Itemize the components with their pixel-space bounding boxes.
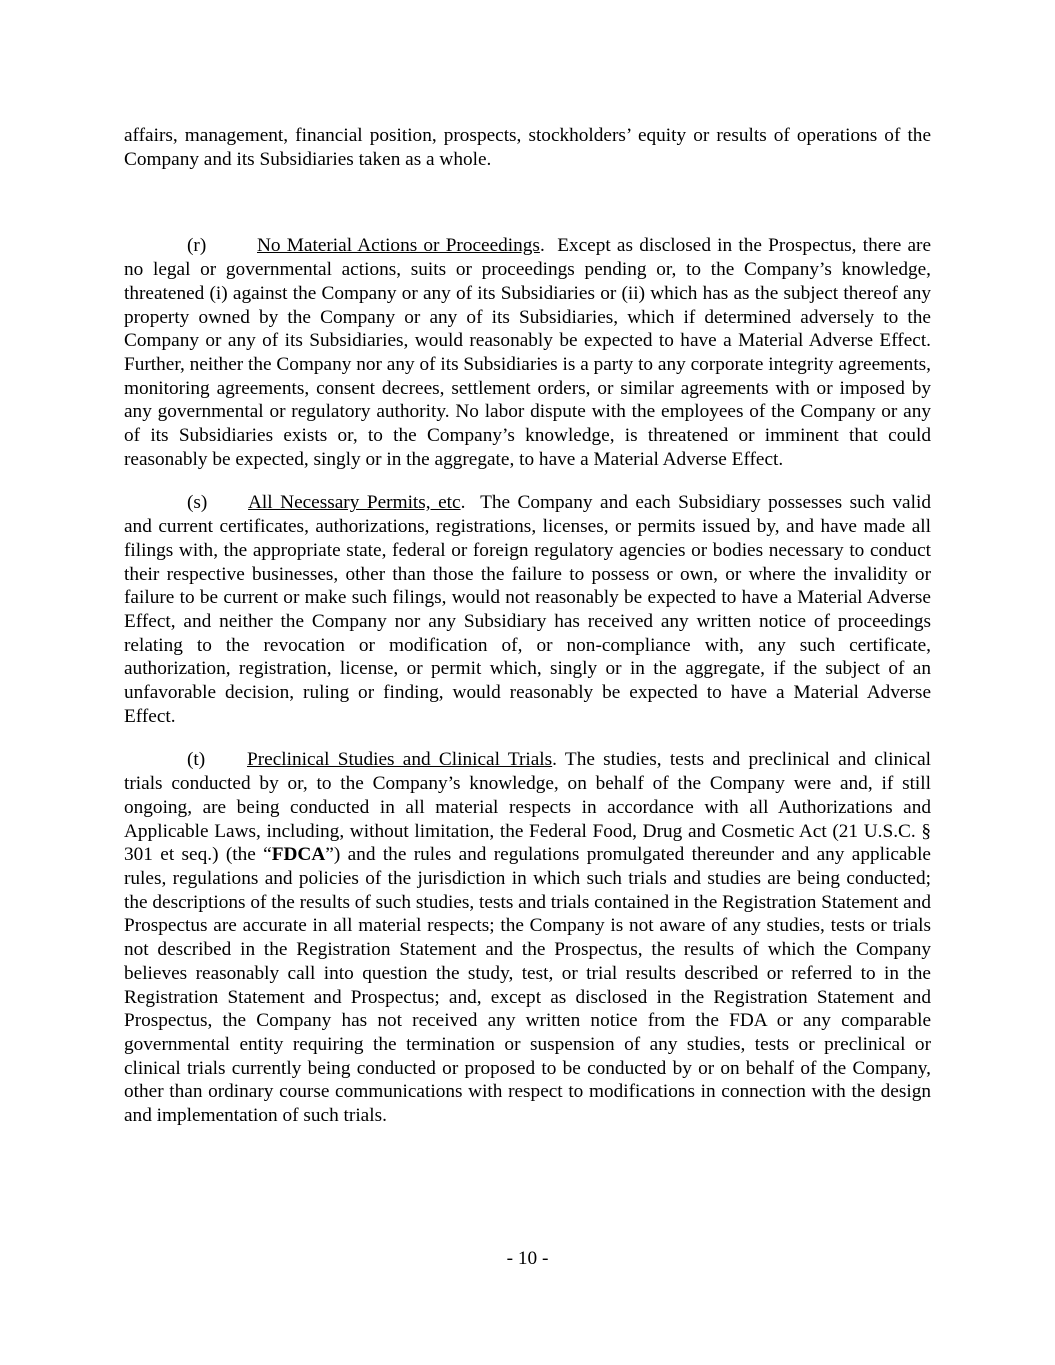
document-body: [124, 124, 931, 1128]
section-t-heading: Preclinical Studies and Clinical Trials: [247, 749, 553, 771]
section-r-heading-suffix: .: [539, 235, 545, 257]
section-s-label: (s): [187, 492, 208, 514]
section-s-heading: All Necessary Permits, etc: [248, 492, 461, 514]
section-r-body: Except as disclosed in the Prospectus, there are no legal or governmental actions, suits or proceedings pending or, to the Company’s knowledge, threatened (i) against the Company or any of its Subsidiaries or (ii) which has as the subject thereof any property owned by the Company or any of its Subsidiaries, which if determined adversely to the Company or any of its Subsidiaries, would reasonably be expected to have a Material Adverse Effect. Further, neither the Company nor any of its Subsidiaries is a party to any corporate integrity agreements, monitoring agreements, consent decrees, settlement orders, or similar agreements with or imposed by any governmental or regulatory authority. No labor dispute with the employees of the Company or any of its Subsidiaries exists or, to the Company’s knowledge, is threatened or imminent that could reasonably be expected, singly or in the aggregate, to have a Material Adverse Effect.: [124, 235, 931, 470]
section-t-body-part2: ”) and the rules and regulations promulgated thereunder and any applicable rules, regulations and policies of the jurisdiction in which such trials and studies are being conducted; the descriptions of the results of such studies, tests and trials contained in the Registration Statement and Prospectus are accurate in all material respects; the Company is not aware of any studies, tests or trials not described in the Registration Statement and the Prospectus, the results of which the Company believes reasonably call into question the study, test, or trial results described or referred to in the Registration Statement and Prospectus; and, except as disclosed in the Registration Statement and Prospectus, the Company has not received any written notice from the FDA or any comparable governmental entity requiring the termination or suspension of any studies, tests or preclinical or clinical trials currently being conducted or proposed to be conducted by or on behalf of the Company, other than ordinary course communications with respect to modifications in connection with the design and implementation of such trials.: [124, 844, 931, 1127]
section-r-paragraph: [124, 234, 931, 471]
section-s-paragraph: [124, 491, 931, 728]
section-s-heading-suffix: .: [460, 492, 466, 514]
page-number: - 10 -: [506, 1248, 549, 1269]
continuation-text: affairs, management, financial position, prospects, stockholders’ equity or results of operations of the Company and its Subsidiaries taken as a whole.: [124, 125, 931, 170]
section-t-label: (t): [187, 749, 206, 771]
continuation-paragraph: [124, 124, 931, 171]
section-r-heading: No Material Actions or Proceedings: [257, 235, 540, 257]
section-r-label: (r): [187, 235, 207, 257]
section-t-heading-suffix: .: [552, 749, 557, 771]
section-t-body-part1: The studies, tests and preclinical and clinical trials conducted by or, to the Company’s knowledge, on behalf of the Company were and, if still ongoing, are being conducted in all material respects in accordance with all Authorizations and Applicable Laws, including, without limitation, the Federal Food, Drug and Cosmetic Act (21 U.S.C. § 301 et seq.) (the “: [124, 749, 931, 866]
section-s-body: The Company and each Subsidiary possesses such valid and current certificates, authorizations, registrations, licenses, or permits issued by, and have made all filings with, the appropriate state, federal or foreign regulatory agencies or bodies necessary to conduct their respective businesses, other than those the failure to possess or own, or where the invalidity or failure to be current or make such filings, would not reasonably be expected to have a Material Adverse Effect, and neither the Company nor any Subsidiary has received any written notice of proceedings relating to the revocation or modification of, or non-compliance with, any such certificate, authorization, registration, license, or permit which, singly or in the aggregate, if the subject of an unfavorable decision, ruling or finding, would reasonably be expected to have a Material Adverse Effect.: [124, 492, 931, 727]
section-t-paragraph: [124, 748, 931, 1127]
section-t-defined-term: FDCA: [271, 844, 326, 866]
